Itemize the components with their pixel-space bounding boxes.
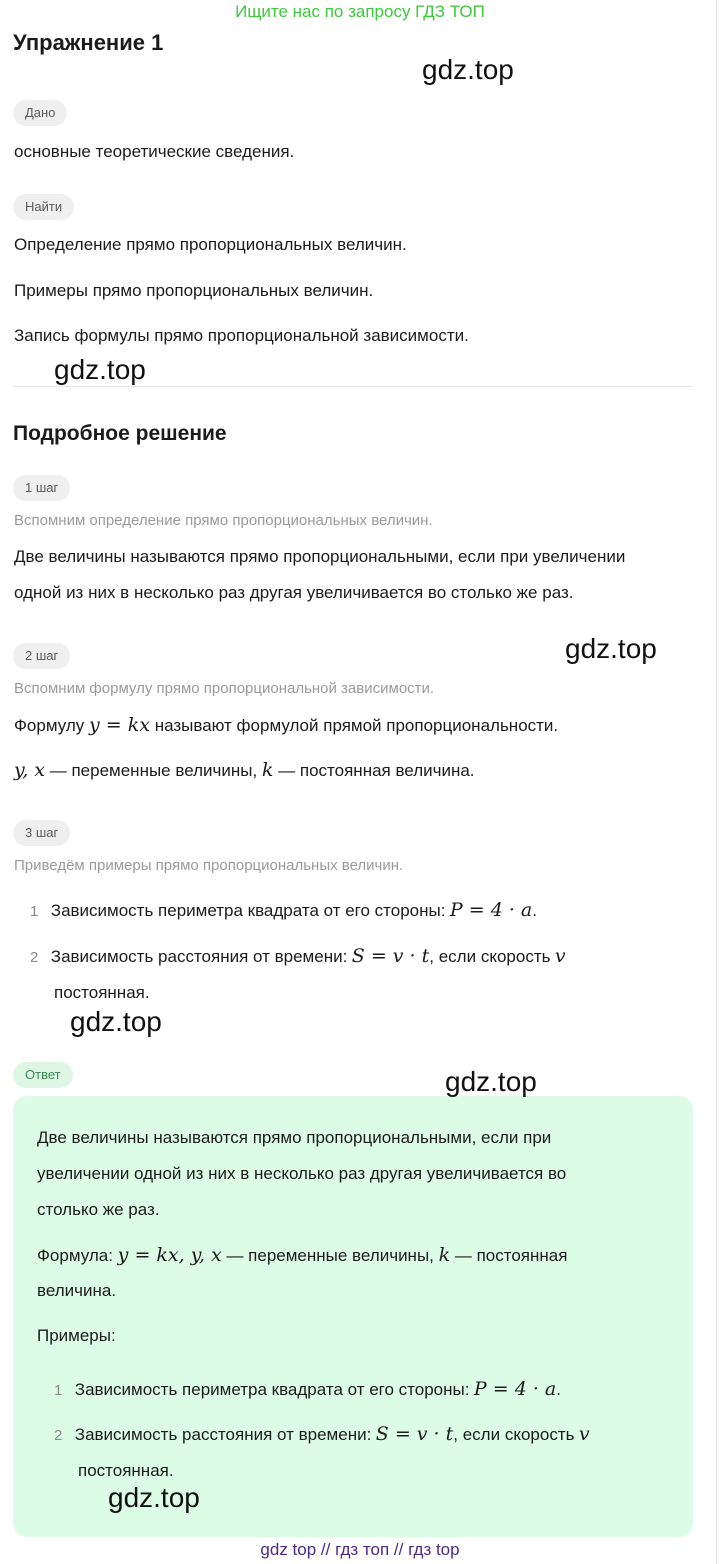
constant-variable: k xyxy=(438,1244,451,1266)
variable: v xyxy=(578,1423,590,1445)
formula-text: — переменные величины, xyxy=(226,1246,434,1265)
step-text: Две величины называются прямо пропорциональными, если при увеличении xyxy=(14,547,626,566)
list-tail: . xyxy=(556,1380,561,1399)
formula-suffix: называют формулой прямой пропорциональности. xyxy=(154,716,559,735)
find-section xyxy=(13,194,74,220)
exercise-title: Упражнение 1 xyxy=(13,30,164,55)
section-divider xyxy=(13,386,693,387)
list-text-continued: постоянная. xyxy=(78,1461,174,1480)
answer-chip: Ответ xyxy=(13,1062,73,1088)
top-banner[interactable]: Ищите нас по запросу ГДЗ ТОП xyxy=(235,2,485,21)
list-tail: , если скорость xyxy=(429,947,551,966)
step-chip: 1 шаг xyxy=(13,475,70,501)
list-item xyxy=(30,939,566,975)
variables-line xyxy=(14,752,475,789)
list-item xyxy=(54,1417,590,1453)
find-chip: Найти xyxy=(13,194,74,220)
watermark: gdz.top xyxy=(70,1006,162,1037)
solution-title: Подробное решение xyxy=(13,422,227,445)
find-item: Запись формулы прямо пропорциональной зависимости. xyxy=(14,326,469,345)
variable: v xyxy=(554,945,566,967)
step-1 xyxy=(13,475,70,501)
examples-label: Примеры: xyxy=(37,1326,116,1345)
watermark: gdz.top xyxy=(108,1482,200,1513)
watermark: gdz.top xyxy=(422,54,514,85)
find-item: Определение прямо пропорциональных величин. xyxy=(14,235,407,254)
list-text: Зависимость расстояния от времени: xyxy=(74,1425,372,1444)
answer-text: увеличении одной из них в несколько раз другая увеличивается во xyxy=(37,1164,567,1183)
watermark: gdz.top xyxy=(565,633,657,664)
formula: P = 4 · a xyxy=(449,899,533,921)
formula: S = v · t xyxy=(351,945,430,967)
step-hint: Вспомним определение прямо пропорциональных величин. xyxy=(14,512,433,529)
list-number: 1 xyxy=(30,903,39,920)
list-item xyxy=(54,1372,561,1408)
constant-text: — постоянная xyxy=(454,1246,568,1265)
list-tail: , если скорость xyxy=(453,1425,575,1444)
list-tail: . xyxy=(532,901,537,920)
answer-text: Две величины называются прямо пропорциональными, если при xyxy=(37,1128,552,1147)
given-section xyxy=(13,100,67,126)
list-number: 2 xyxy=(30,949,39,966)
formula-prefix: Формулу xyxy=(14,716,85,735)
formula: P = 4 · a xyxy=(473,1378,557,1400)
answer-text: столько же раз. xyxy=(37,1200,160,1219)
list-text-continued: постоянная. xyxy=(54,983,150,1002)
right-edge-divider xyxy=(716,0,717,1564)
variables-text: — переменные величины, xyxy=(49,761,258,780)
watermark: gdz.top xyxy=(54,354,146,385)
given-chip: Дано xyxy=(13,100,67,126)
list-number: 1 xyxy=(54,1382,63,1399)
list-text: Зависимость периметра квадрата от его стороны: xyxy=(74,1380,470,1399)
step-3 xyxy=(13,820,70,846)
given-text: основные теоретические сведения. xyxy=(14,142,295,161)
watermark: gdz.top xyxy=(445,1066,537,1097)
step-chip: 3 шаг xyxy=(13,820,70,846)
answer-text: величина. xyxy=(37,1281,117,1300)
list-number: 2 xyxy=(54,1427,63,1444)
answer-section xyxy=(13,1062,73,1088)
step-2 xyxy=(13,643,70,669)
list-text: Зависимость периметра квадрата от его стороны: xyxy=(50,901,446,920)
find-item: Примеры прямо пропорциональных величин. xyxy=(14,281,374,300)
formula-prefix: Формула: xyxy=(37,1246,113,1265)
step-text: одной из них в несколько раз другая увеличивается во столько же раз. xyxy=(14,583,574,602)
constant-text: — постоянная величина. xyxy=(278,761,475,780)
variables: y, x xyxy=(14,759,46,781)
footer-links[interactable]: gdz top // гдз топ // гдз top xyxy=(260,1540,460,1559)
list-text: Зависимость расстояния от времени: xyxy=(50,947,348,966)
step-hint: Вспомним формулу прямо пропорциональной зависимости. xyxy=(14,680,435,697)
answer-formula-line xyxy=(37,1237,567,1274)
formula: y = kx xyxy=(89,714,150,736)
step-chip: 2 шаг xyxy=(13,643,70,669)
constant-variable: k xyxy=(261,759,274,781)
list-item xyxy=(30,893,537,929)
formula-line xyxy=(14,707,558,744)
formula: y = kx, y, x xyxy=(117,1244,222,1266)
formula: S = v · t xyxy=(375,1423,454,1445)
step-hint: Приведём примеры прямо пропорциональных величин. xyxy=(14,857,404,874)
